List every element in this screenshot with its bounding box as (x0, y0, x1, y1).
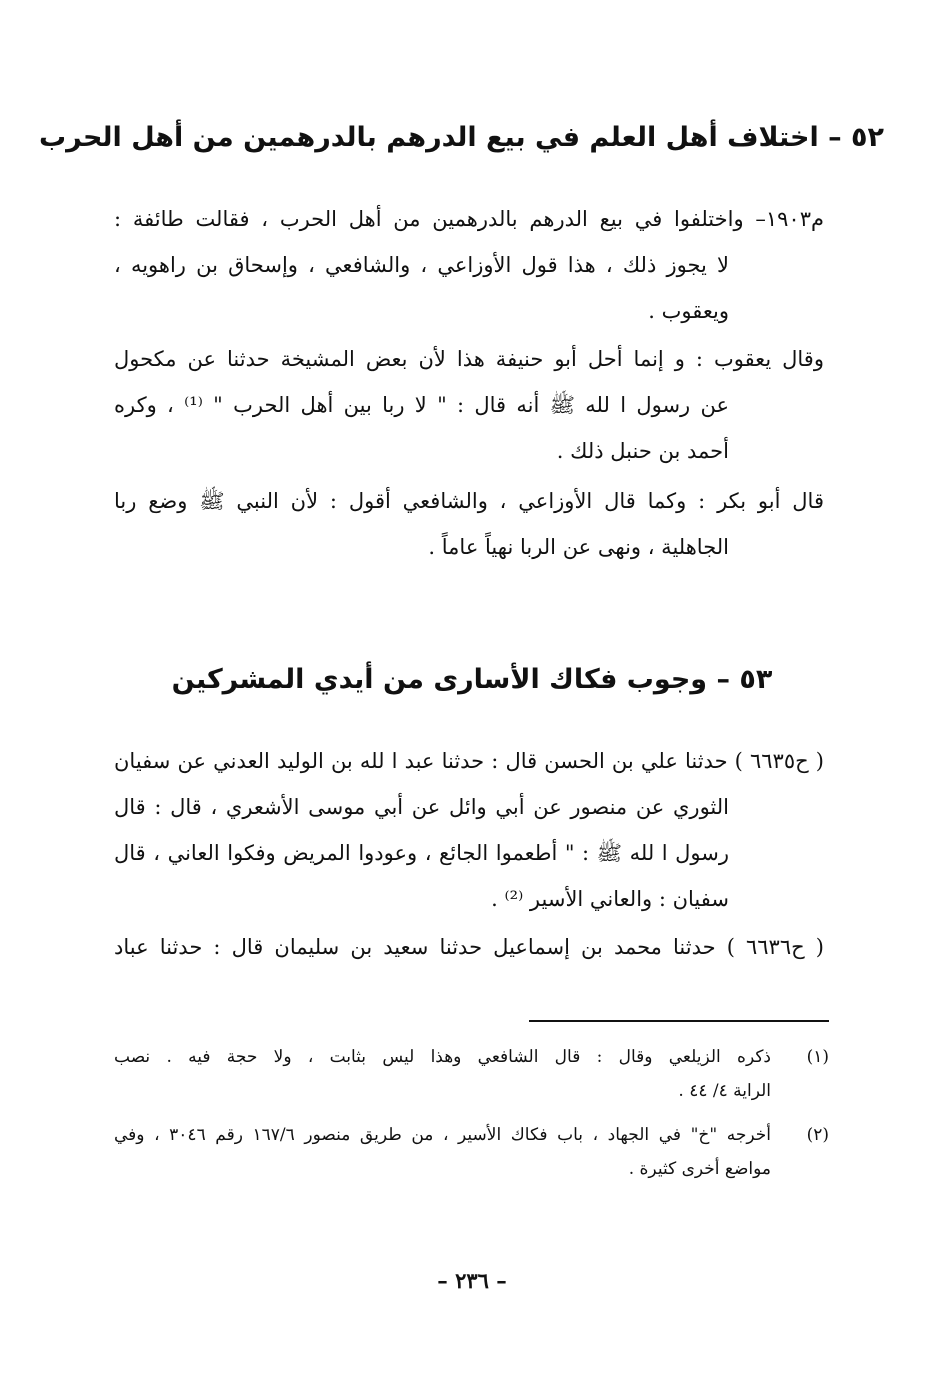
footnote-2 (114, 1118, 829, 1186)
footnote-body (114, 1040, 771, 1108)
paragraph-abu-bakr (114, 478, 824, 570)
text-line: عن رسول ا لله ﷺ أنه قال : " لا ربا بين أهل الحرب " ⁽¹⁾ ، وكره (114, 393, 729, 417)
text-line: ويعقوب . (648, 299, 729, 323)
hadith-6636 (114, 924, 824, 970)
footnote-body (114, 1118, 771, 1186)
footnote-line: ذكره الزيلعي وقال : قال الشافعي وهذا ليس بثابت ، ولا حجة فيه . نصب (114, 1047, 771, 1067)
paragraph-yaqub (114, 336, 824, 474)
section-heading-53: ٥٣ – وجوب فكاك الأسارى من أيدي المشركين (171, 664, 773, 696)
section-heading-52: ٥٢ – اختلاف أهل العلم في بيع الدرهم بالدرهمين من أهل الحرب (39, 122, 884, 154)
footnote-line: مواضع أخرى كثيرة . (628, 1159, 771, 1179)
footnote-number: (٢) (806, 1125, 829, 1145)
text-line: قال أبو بكر : وكما قال الأوزاعي ، والشافعي أقول : لأن النبي ﷺ وضع ربا (114, 489, 824, 513)
text-line: ( ح٦٦٣٥ ) حدثنا علي بن الحسن قال : حدثنا عبد ا لله بن الوليد العدني عن سفيان (114, 749, 824, 773)
text-line: الثوري عن منصور عن أبي وائل عن أبي موسى الأشعري ، قال : قال (114, 795, 729, 819)
footnotes (114, 1040, 829, 1196)
footnote-1 (114, 1040, 829, 1108)
text-line: أحمد بن حنبل ذلك . (556, 439, 729, 463)
paragraph-1903 (114, 196, 824, 334)
footnote-number: (١) (806, 1047, 829, 1067)
text-line: رسول ا لله ﷺ : " أطعموا الجائع ، وعودوا المريض وفكوا العاني ، قال (114, 841, 729, 865)
text-line: الجاهلية ، ونهى عن الربا نهياً عاماً . (428, 535, 729, 559)
footnote-divider (529, 1020, 829, 1022)
hadith-6635 (114, 738, 824, 922)
footnote-line: أخرجه "خ" في الجهاد ، باب فكاك الأسير ، من طريق منصور ١٦٧/٦ رقم ٣٠٤٦ ، وفي (114, 1125, 771, 1145)
text-line: لا يجوز ذلك ، هذا قول الأوزاعي ، والشافعي ، وإسحاق بن راهويه ، (114, 253, 729, 277)
text-line: ( ح٦٦٣٦ ) حدثنا محمد بن إسماعيل حدثنا سعيد بن سليمان قال : حدثنا عباد (114, 935, 824, 959)
text-line: م١٩٠٣– واختلفوا في بيع الدرهم بالدرهمين من أهل الحرب ، فقالت طائفة : (114, 207, 824, 231)
text-line: سفيان : والعاني الأسير ⁽²⁾ . (491, 887, 729, 911)
text-line: وقال يعقوب : و إنما أحل أبو حنيفة هذا لأن بعض المشيخة حدثنا عن مكحول (114, 347, 824, 371)
page-number: – ٢٣٦ – (437, 1268, 507, 1293)
footnote-line: الراية ٤/ ٤٤ . (678, 1081, 771, 1101)
